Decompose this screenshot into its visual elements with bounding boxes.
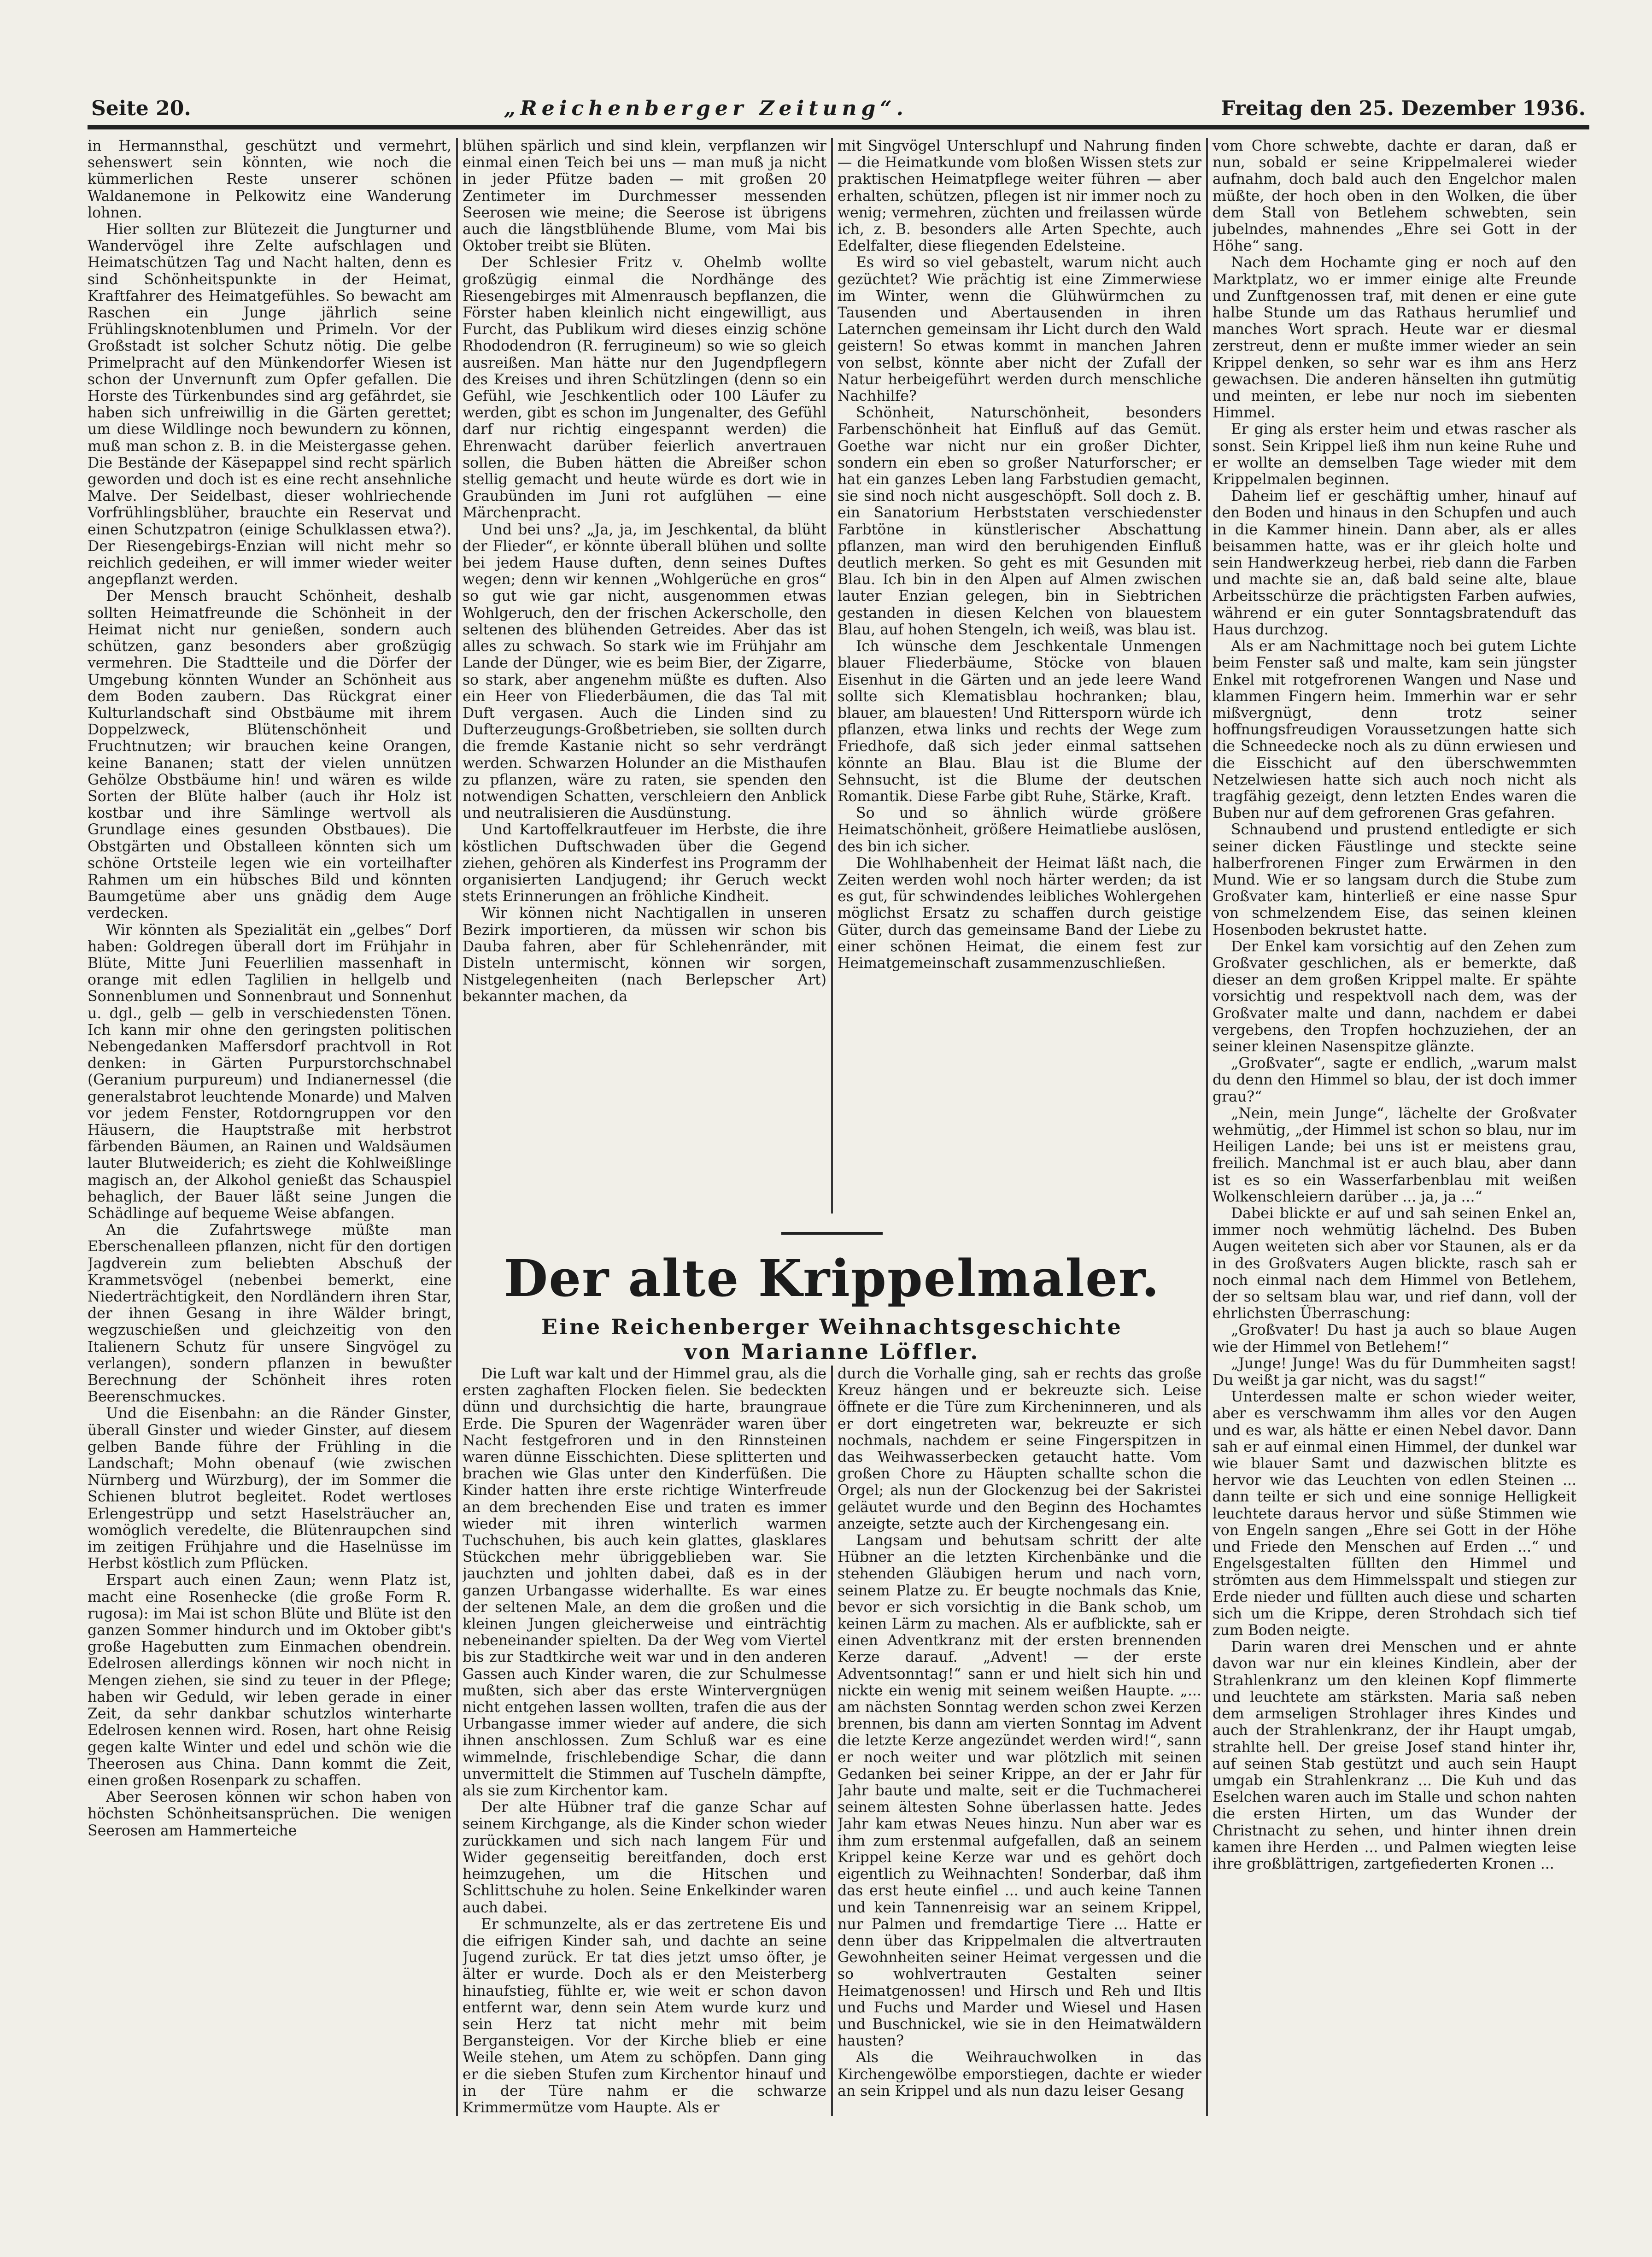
paragraph: „Großvater“, sagte er endlich, „warum malst du denn den Himmel so blau, der ist doch immer grau?“ <box>1213 1055 1576 1105</box>
paragraph: Er schmunzelte, als er das zertretene Eis und die eifrigen Kinder sah, und dachte an seine Jugend zurück. Er tat dies jetzt umso öfter, je älter er wurde. Doch als er den Meisterberg hinaufstieg, fühlte er, wie weit er schon davon entfernt war, denn sein Atem wurde kurz und sein Herz tat nicht mehr mit beim Bergansteigen. Vor der Kirche blieb er eine Weile stehen, um Atem zu schöpfen. Dann ging er die sieben Stufen zum Kirchentor hinauf und in der Türe nahm er die schwarze Krimmermütze vom Haupte. Als er <box>463 1916 826 2116</box>
story-heading <box>463 1214 1201 1366</box>
upper-columns <box>463 138 1201 1214</box>
paragraph: Nach dem Hochamte ging er noch auf den Marktplatz, wo er immer einige alte Freunde und Zunftgenossen traf, mit denen er eine gute halbe Stunde um das Rathaus herumlief und manches Wort sprach. Heute war er diesmal zerstreut, denn er mußte immer wieder an sein Krippel denken, so sehr war es ihm ans Herz gewachsen. Die anderen hänselten ihn gutmütig und meinten, er lebe nur noch im siebenten Himmel. <box>1213 254 1576 422</box>
column-rule <box>831 138 833 1214</box>
column-4 <box>1213 138 1576 2116</box>
story-subtitle: Eine Reichenberger Weihnachtsgeschichte <box>541 1314 1123 1339</box>
paragraph: Als er am Nachmittage noch bei gutem Lichte beim Fenster saß und malte, kam sein jüngster Enkel mit rotgefrorenen Wangen und Nase und klammen Fingern heim. Immerhin war er sehr mißvergnügt, denn trotz seiner hoffnungsfreudigen Voraussetzungen hatte sich die Schneedecke noch als zu dünn erwiesen und die Eisschicht auf den überschwemmten Netzelwiesen hatte sich auch noch nicht als tragfähig gezeigt, denn letzten Endes waren die Buben nur auf dem gefrorenen Gras gefahren. <box>1213 638 1576 822</box>
paragraph: „Großvater! Du hast ja auch so blaue Augen wie der Himmel von Betlehem!“ <box>1213 1322 1576 1355</box>
columns <box>88 138 1589 2116</box>
paragraph: Der Enkel kam vorsichtig auf den Zehen zum Großvater geschlichen, als er bemerkte, daß dieser an dem großen Krippel malte. Er spähte vorsichtig und respektvoll nach dem, was der Großvater malte und dann, nachdem er dabei vergebens, den Tropfen hochzuziehen, der an seiner kleinen Nasenspitze glänzte. <box>1213 938 1576 1055</box>
story-author: von Marianne Löffler. <box>684 1339 980 1364</box>
paragraph: „Nein, mein Junge“, lächelte der Großvater wehmütig, „der Himmel ist schon so blau, nur im Heiligen Lande; bei uns ist er meistens grau, freilich. Manchmal ist er auch blau, aber dann ist es so ein Wasserfarbenblau mit weißen Wolkenschleiern darüber ... ja, ja ...“ <box>1213 1105 1576 1205</box>
paragraph: Aber Seerosen können wir schon haben von höchsten Schönheitsansprüchen. Die wenigen Seerosen am Hammerteiche <box>88 1789 451 1839</box>
issue-date: Freitag den 25. Dezember 1936. <box>1221 97 1586 120</box>
paragraph: Der Schlesier Fritz v. Ohelmb wollte großzügig einmal die Nordhänge des Riesengebirges mit Almenrausch bepflanzen, die Förster haben kleinlich nicht eingewilligt, aus Furcht, das Publikum wird dieses einzig schöne Rhododendron (R. ferrugineum) so wie so gleich ausreißen. Man hätte nur den Jugendpflegern des Kreises und ihren Schützlingen (denn so ein Gefühl, wie Jeschkentlich oder 100 Läufer zu werden, gibt es schon im Jungenalter, des Gefühl darf nur richtig eingespannt werden) die Ehrenwacht darüber feierlich anvertrauen sollen, die Buben hätten die Abreißer schon stellig gemacht und heute würde es dort wie in Graubünden im Juni rot aufglühen — eine Märchenpracht. <box>463 254 826 522</box>
paragraph: Erspart auch einen Zaun; wenn Platz ist, macht eine Rosenhecke (die große Form R. rugosa): im Mai ist schon Blüte und Blüte ist den ganzen Sommer hindurch und im Oktober gibt's große Hagebutten zum Einmachen obendrein. Edelrosen allerdings können wir noch nicht in Mengen ziehen, sie sind zu teuer in der Pflege; haben wir Geduld, wir leben gerade in einer Zeit, da sehr dankbar schutzlos winterharte Edelrosen kennen wird. Rosen, hart ohne Reisig gegen kalte Winter und edel und schön wie die Theerosen aus China. Dann kommt die Zeit, einen großen Rosenpark zu schaffen. <box>88 1572 451 1789</box>
paragraph: Er ging als erster heim und etwas rascher als sonst. Sein Krippel ließ ihm nun keine Ruhe und er wollte an demselben Tage wieder mit dem Krippelmalen beginnen. <box>1213 421 1576 488</box>
column-2 <box>463 138 826 1214</box>
story-title: Der alte Krippelmaler. <box>504 1249 1160 1308</box>
column-rule <box>456 138 458 2116</box>
paragraph: So und so ähnlich würde größere Heimatschönheit, größere Heimatliebe auslösen, des bin ich sicher. <box>838 805 1201 855</box>
paragraph: Als die Weihrauchwolken in das Kirchengewölbe emporstiegen, dachte er wieder an sein Krippel und als nun dazu leiser Gesang <box>838 2049 1201 2099</box>
paragraph: Schönheit, Naturschönheit, besonders Farbenschönheit hat Einfluß auf das Gemüt. Goethe war nicht nur ein großer Dichter, sondern ein eben so großer Naturforscher; er hat ein ganzes Leben lang Farbstudien gemacht, sie sind noch nicht ausgeschöpft. Soll doch z. B. ein Sanatorium Herbststaten verschiedenster Farbtöne in künstlerischer Abschattung pflanzen, man wird den beruhigenden Einfluß deutlich merken. So geht es mit Gesunden mit Blau. Ich bin in den Alpen auf Almen zwischen lauter Enzian gelegen, bin in Siebtrichen gestanden in diesen Kelchen von blauestem Blau, auf hohen Stengeln, ich weiß, was blau ist. <box>838 405 1201 638</box>
paragraph: „Junge! Junge! Was du für Dummheiten sagst! Du weißt ja gar nicht, was du sagst!“ <box>1213 1355 1576 1389</box>
newspaper-name: „Reichenberger Zeitung“. <box>504 97 908 120</box>
paragraph: Die Luft war kalt und der Himmel grau, als die ersten zaghaften Flocken fielen. Sie bedeckten dünn und durchsichtig die harte, braungraue Erde. Die Spuren der Wagenräder waren über Nacht festgefroren und in den Rinnsteinen waren dünne Eisschichten. Diese splitterten und brachen wie Glas unter den Kinderfüßen. Die Kinder hatten ihre erste richtige Winterfreude an dem brechenden Eise und traten es immer wieder mit ihren winterlich warmen Tuchschuhen, bis auch kein glattes, glasklares Stückchen mehr übriggeblieben war. Sie jauchzten und johlten dabei, daß es in der ganzen Urbangasse widerhallte. Es war eines der seltenen Male, an dem die großen und die kleinen Jungen gleicherweise und einträchtig nebeneinander spielten. Da der Weg vom Viertel bis zur Stadtkirche weit war und in den anderen Gassen auch Kinder waren, die zur Schulmesse mußten, sich aber das erste Wintervergnügen nicht entgehen lassen wollten, trafen die aus der Urbangasse immer wieder auf andere, die sich ihnen anschlossen. Zum Schluß war es eine wimmelnde, frischlebendige Schar, die dann unvermittelt die Stimmen auf Tuscheln dämpfte, als sie zum Kirchentor kam. <box>463 1366 826 1800</box>
divider <box>781 1232 883 1235</box>
paragraph: mit Singvögel Unterschlupf und Nahrung finden — die Heimatkunde vom bloßen Wissen stets zur praktischen Heimatpflege weiter führen — aber erhalten, schützen, pflegen ist nir immer noch zu wenig; vermehren, züchten und freilassen würde ich, z. B. besonders alle Arten Spechte, auch Edelfalter, diese fliegenden Edelsteine. <box>838 138 1201 255</box>
paragraph: blühen spärlich und sind klein, verpflanzen wir einmal einen Teich bei uns — man muß ja nicht in jeder Pfütze baden — mit großen 20 Zentimeter im Durchmesser messenden Seerosen wie meine; die Seerose ist übrigens auch die längstblühende Blume, vom Mai bis Oktober treibt sie Blüten. <box>463 138 826 255</box>
paragraph: Unterdessen malte er schon wieder weiter, aber es verschwamm ihm alles vor den Augen und es war, als hätte er einen Nebel davor. Dann sah er auf einmal einen Himmel, der dunkel war wie blauer Samt und dazwischen blitzte es hervor wie das Leuchten von edlen Steinen ... dann teilte er sich und eine sonnige Helligkeit leuchtete daraus hervor und süße Stimmen wie von Engeln sangen „Ehre sei Gott in der Höhe und Friede den Menschen auf Erden ...“ und Engelsgestalten füllten den Himmel und strömten aus dem Himmelsspalt und stiegen zur Erde nieder und füllten auch diese und scharten sich um die Krippe, deren Strohdach sich tief zum Boden neigte. <box>1213 1389 1576 1639</box>
story-column-2 <box>838 1366 1201 2116</box>
page-header <box>88 97 1589 129</box>
column-3 <box>838 138 1201 1214</box>
center-block <box>463 138 1201 2116</box>
paragraph: vom Chore schwebte, dachte er daran, daß er nun, sobald er seine Krippelmalerei wieder aufnahm, doch bald auch den Engelchor malen müßte, der hoch oben in den Wolken, die über dem Stall von Betlehem schwebten, sein jubelndes, mahnendes „Ehre sei Gott in der Höhe“ sang. <box>1213 138 1576 255</box>
paragraph: Langsam und behutsam schritt der alte Hübner an die letzten Kirchenbänke und die stehenden Gläubigen herum und nach vorn, seinem Platze zu. Er beugte nochmals das Knie, bevor er sich vorsichtig in die Bank schob, um keinen Lärm zu machen. Als er aufblickte, sah er einen Adventkranz mit der ersten brennenden Kerze darauf. „Advent! — der erste Adventsonntag!“ sann er und hielt sich hin und nickte ein wenig mit seinem weißen Haupte. „... am nächsten Sonntag werden schon zwei Kerzen brennen, bis dann am vierten Sonntag im Advent die letzte Kerze angezündet werden wird!“, sann er noch weiter und war plötzlich mit seinen Gedanken bei seiner Krippe, an der er Jahr für Jahr baute und malte, seit er die Tuchmacherei seinem ältesten Sohne überlassen hatte. Jedes Jahr kam etwas Neues hinzu. Nun aber war es ihm zum erstenmal aufgefallen, daß an seinem Krippel keine Kerze war und es gehört doch eigentlich zu Weihnachten! Sonderbar, daß ihm das erst heute einfiel ... und auch keine Tannen und kein Tannenreisig war an seinem Krippel, nur Palmen und fremdartige Tiere ... Hatte er denn über das Krippelmalen die altvertrauten Gewohnheiten seiner Heimat vergessen und die so wohlvertrauten Gestalten seiner Heimatgenossen! und Hirsch und Reh und Iltis und Fuchs und Marder und Wiesel und Hasen und Buschnickel, wie sie in den Heimatwäldern hausten? <box>838 1532 1201 2050</box>
paragraph: Es wird so viel gebastelt, warum nicht auch gezüchtet? Wie prächtig ist eine Zimmerwiese im Winter, wenn die Glühwürmchen zu Tausenden und Abertausenden in ihren Laternchen gemeinsam ihr Licht durch den Wald geistern! So etwas kommt in manchen Jahren von selbst, könnte aber nicht der Zufall der Natur herbeigeführt werden durch menschliche Nachhilfe? <box>838 254 1201 405</box>
paragraph: Schnaubend und prustend entledigte er sich seiner dicken Fäustlinge und steckte seine halberfrorenen Finger zum Erwärmen in den Mund. Wie er so langsam durch die Stube zum Großvater kam, hinterließ er eine nasse Spur von schmelzendem Eise, das seinen kleinen Hosenboden bekrustet hatte. <box>1213 821 1576 938</box>
column-1 <box>88 138 451 2116</box>
newspaper-page <box>88 97 1589 2179</box>
paragraph: Die Wohlhabenheit der Heimat läßt nach, die Zeiten werden wohl noch härter werden; da ist es gut, für schwindendes leibliches Wohlergehen möglichst Ersatz zu schaffen durch geistige Güter, durch das gemeinsame Band der Liebe zu einer schönen Heimat, die einem fest zur Heimatgemeinschaft zusammenzuschließen. <box>838 855 1201 972</box>
story-columns <box>463 1366 1201 2116</box>
paragraph: Hier sollten zur Blütezeit die Jungturner und Wandervögel ihre Zelte aufschlagen und Heimatschützen Tag und Nacht halten, denn es sind Schönheitspunkte in der Heimat, Kraftfahrer des Heimatgefühles. So bewacht am Raschen ein Junge jährlich seine Frühlingsknotenblumen und Primeln. Vor der Großstadt ist solcher Schutz nötig. Die gelbe Primelpracht auf den Münkendorfer Wiesen ist schon der Unvernunft zum Opfer gefallen. Die Horste des Türkenbundes sind arg gefährdet, sie haben sich unfreiwillig in die Gärten gerettet; um diese Wildlinge noch bewundern zu können, muß man schon z. B. in die Meistergasse gehen. Die Bestände der Käsepappel sind recht spärlich geworden und doch ist es eine recht ansehnliche Malve. Der Seidelbast, dieser wohlriechende Vorfrühlingsblüher, brauchte ein Reservat und einen Schutzpatron (einige Schulklassen etwa?). Der Riesengebirgs-Enzian will nicht mehr so reichlich gedeihen, er will immer wieder weiter angepflanzt werden. <box>88 221 451 588</box>
paragraph: Und bei uns? „Ja, ja, im Jeschkental, da blüht der Flieder“, er könnte überall blühen und sollte bei jedem Hause duften, denn seines Duftes wegen; denn wir kennen „Wohlgerüche en gros“ so gut wie gar nicht, ausgenommen etwas Wohlgeruch, den der frischen Ackerscholle, den seltenen des blühenden Getreides. Aber das ist alles zu schwach. So stark wie im Frühjahr am Lande der Dünger, wie es beim Bier, der Zigarre, so stark, aber angenehm müßte es duften. Also ein Heer von Fliederbäumen, die das Tal mit Duft vergasen. Auch die Linden sind zu Dufterzeugungs-Großbetrieben, sie sollten durch die fremde Kastanie nicht so sehr verdrängt werden. Schwarzen Holunder an die Misthaufen zu pflanzen, wäre zu raten, sie spenden den notwendigen Schatten, verschleiern den Anblick und neutralisieren die Ausdünstung. <box>463 521 826 822</box>
paragraph: Darin waren drei Menschen und er ahnte davon war nur ein kleines Kindlein, aber der Strahlenkranz um den kleinen Kopf flimmerte und leuchtete am stärksten. Maria saß neben dem armseligen Strohlager ihres Kindes und auch der Strahlenkranz, der ihr Haupt umgab, strahlte hell. Der greise Josef stand hinter ihr, auf seinen Stab gestützt und auch sein Haupt umgab ein Strahlenkranz ... Die Kuh und das Eselchen waren auch im Stalle und schon nahten die ersten Hirten, um das Wunder der Christnacht zu sehen, und hinter ihnen drein kamen ihre Herden ... und Palmen wiegten leise ihre großblättrigen, zartgefiederten Kronen ... <box>1213 1639 1576 1872</box>
paragraph: in Hermannsthal, geschützt und vermehrt, sehenswert sein könnten, wie noch die kümmerlichen Reste unserer schönen Waldanemone in Pelkowitz eine Wanderung lohnen. <box>88 138 451 221</box>
paragraph: Ich wünsche dem Jeschkentale Unmengen blauer Fliederbäume, Stöcke von blauen Eisenhut in die Gärten und an jede leere Wand sollte sich Klematisblau hochranken; blau, blauer, am blauesten! Und Rittersporn würde ich pflanzen, etwa links und rechts der Wege zum Friedhofe, daß sich jeder einmal sattsehen könnte an Blau. Blau ist die Blume der Sehnsucht, ist die Blume der deutschen Romantik. Diese Farbe gibt Ruhe, Stärke, Kraft. <box>838 638 1201 805</box>
story-column-1 <box>463 1366 826 2116</box>
paragraph: Wir könnten als Spezialität ein „gelbes“ Dorf haben: Goldregen überall dort im Frühjahr in Blüte, Mitte Juni Feuerlilien massenhaft in orange mit edlen Taglilien in hellgelb und Sonnenblumen und Sonnenbraut und Sonnenhut u. dgl., gelb — gelb in verschiedensten Tönen. Ich kann mir ohne den geringsten politischen Nebengedanken Maffersdorf prachtvoll in Rot denken: in Gärten Purpurstorchschnabel (Geranium purpureum) und Indianernessel (die generalstabrot leuchtende Monarde) und Malven vor jedem Fenster, Rotdorngruppen vor den Häusern, die Hauptstraße mit herbstrot färbenden Bäumen, an Rainen und Waldsäumen lauter Blutweiderich; es zieht die Kohlweißlinge magisch an, der Alkohol genießt das Schauspiel behaglich, der Bauer läßt seine Jungen die Schädlinge auf bequeme Weise abfangen. <box>88 921 451 1222</box>
paragraph: Der alte Hübner traf die ganze Schar auf seinem Kirchgange, als die Kinder schon wieder zurückkamen und sich nach langem Für und Wider gegenseitig bereitfanden, doch erst heimzugehen, um die Hitschen und Schlittschuhe zu holen. Seine Enkelkinder waren auch dabei. <box>463 1799 826 1916</box>
paragraph: Und Kartoffelkrautfeuer im Herbste, die ihre köstlichen Duftschwaden über die Gegend ziehen, gehören als Kinderfest ins Programm der organisierten Landjugend; ihr Geruch weckt stets Erinnerungen an fröhliche Kindheit. <box>463 821 826 905</box>
paragraph: Und die Eisenbahn: an die Ränder Ginster, überall Ginster und wieder Ginster, auf diesem gelben Bande führe der Frühling in die Landschaft; Mohn obenauf (wie zwischen Nürnberg und Würzburg), der im Sommer die Schienen blutrot begleitet. Rodet wertloses Erlengestrüpp und setzt Haselsträucher an, womöglich veredelte, die Blütenraupchen sind im zeitigen Frühjahre und die Haselnüsse im Herbst köstlich zum Pflücken. <box>88 1405 451 1572</box>
paragraph: Dabei blickte er auf und sah seinen Enkel an, immer noch wehmütig lächelnd. Des Buben Augen weiteten sich aber vor Staunen, als er da in des Großvaters Augen blickte, rasch sah er noch einmal nach dem Himmel von Betlehem, der so seltsam blau war, und rief dann, voll der ehrlichsten Überraschung: <box>1213 1205 1576 1322</box>
column-rule <box>831 1366 833 2116</box>
paragraph: durch die Vorhalle ging, sah er rechts das große Kreuz hängen und er bekreuzte sich. Leise öffnete er die Türe zum Kircheninneren, und als er dort eingetreten war, bekreuzte er sich nochmals, nachdem er seine Fingerspitzen in das Weihwasserbecken getaucht hatte. Vom großen Chore zu Häupten schallte schon die Orgel; als nun der Glockenzug bei der Sakristei geläutet wurde und den Beginn des Hochamtes anzeigte, setzte auch der Kirchengesang ein. <box>838 1366 1201 1532</box>
page-number: Seite 20. <box>91 97 191 120</box>
paragraph: Wir können nicht Nachtigallen in unseren Bezirk importieren, da müssen wir schon bis Dauba fahren, aber für Schlehenränder, mit Disteln untermischt, können wir sorgen, Nistgelegenheiten (nach Berlepscher Art) bekannter machen, da <box>463 905 826 1005</box>
column-rule <box>1206 138 1208 2116</box>
paragraph: Daheim lief er geschäftig umher, hinauf auf den Boden und hinaus in den Schupfen und auch in die Kammer hinein. Dann aber, als er alles beisammen hatte, was er ihr gleich holte und sein Handwerkzeug herbei, rieb dann die Farben und machte sie an, daß bald seine alte, blaue Arbeitsschürze die prächtigsten Farben aufwies, während er ein guter Sonntagsbratenduft das Haus durchzog. <box>1213 488 1576 638</box>
paragraph: Der Mensch braucht Schönheit, deshalb sollten Heimatfreunde die Schönheit in der Heimat nicht nur genießen, sondern auch schützen, ganz besonders aber großzügig vermehren. Die Stadtteile und die Dörfer der Umgebung könnten Wunder an Schönheit aus dem Boden zaubern. Das Rückgrat einer Kulturlandschaft sind Obstbäume mit ihrem Doppelzweck, Blütenschönheit und Fruchtnutzen; wir brauchen keine Orangen, keine Bananen; statt der vielen unnützen Gehölze Obstbäume hin! und wären es wilde Sorten der Blüte halber (auch ihr Holz ist kostbar und ihre Sämlinge wertvoll als Grundlage eines gesunden Obstbaues). Die Obstgärten und Obstalleen könnten sich um schöne Ortsteile legen wie ein vorteilhafter Rahmen um ein hübsches Bild und könnten Baumgetüme aber uns gnädig dem Auge verdecken. <box>88 588 451 922</box>
paragraph: An die Zufahrtswege müßte man Eberschenalleen pflanzen, nicht für den dortigen Jagdverein zum beliebten Abschuß der Krammetsvögel (nebenbei bemerkt, eine Niederträchtigkeit, den Nordländern ihren Star, der ihnen Gesang in ihre Wälder bringt, wegzuschießen und gleichzeitig von den Italienern Schutz für unsere Singvögel zu verlangen), sondern pflanzen in bewußter Berechnung der Schönheit ihres roten Beerenschmuckes. <box>88 1222 451 1406</box>
